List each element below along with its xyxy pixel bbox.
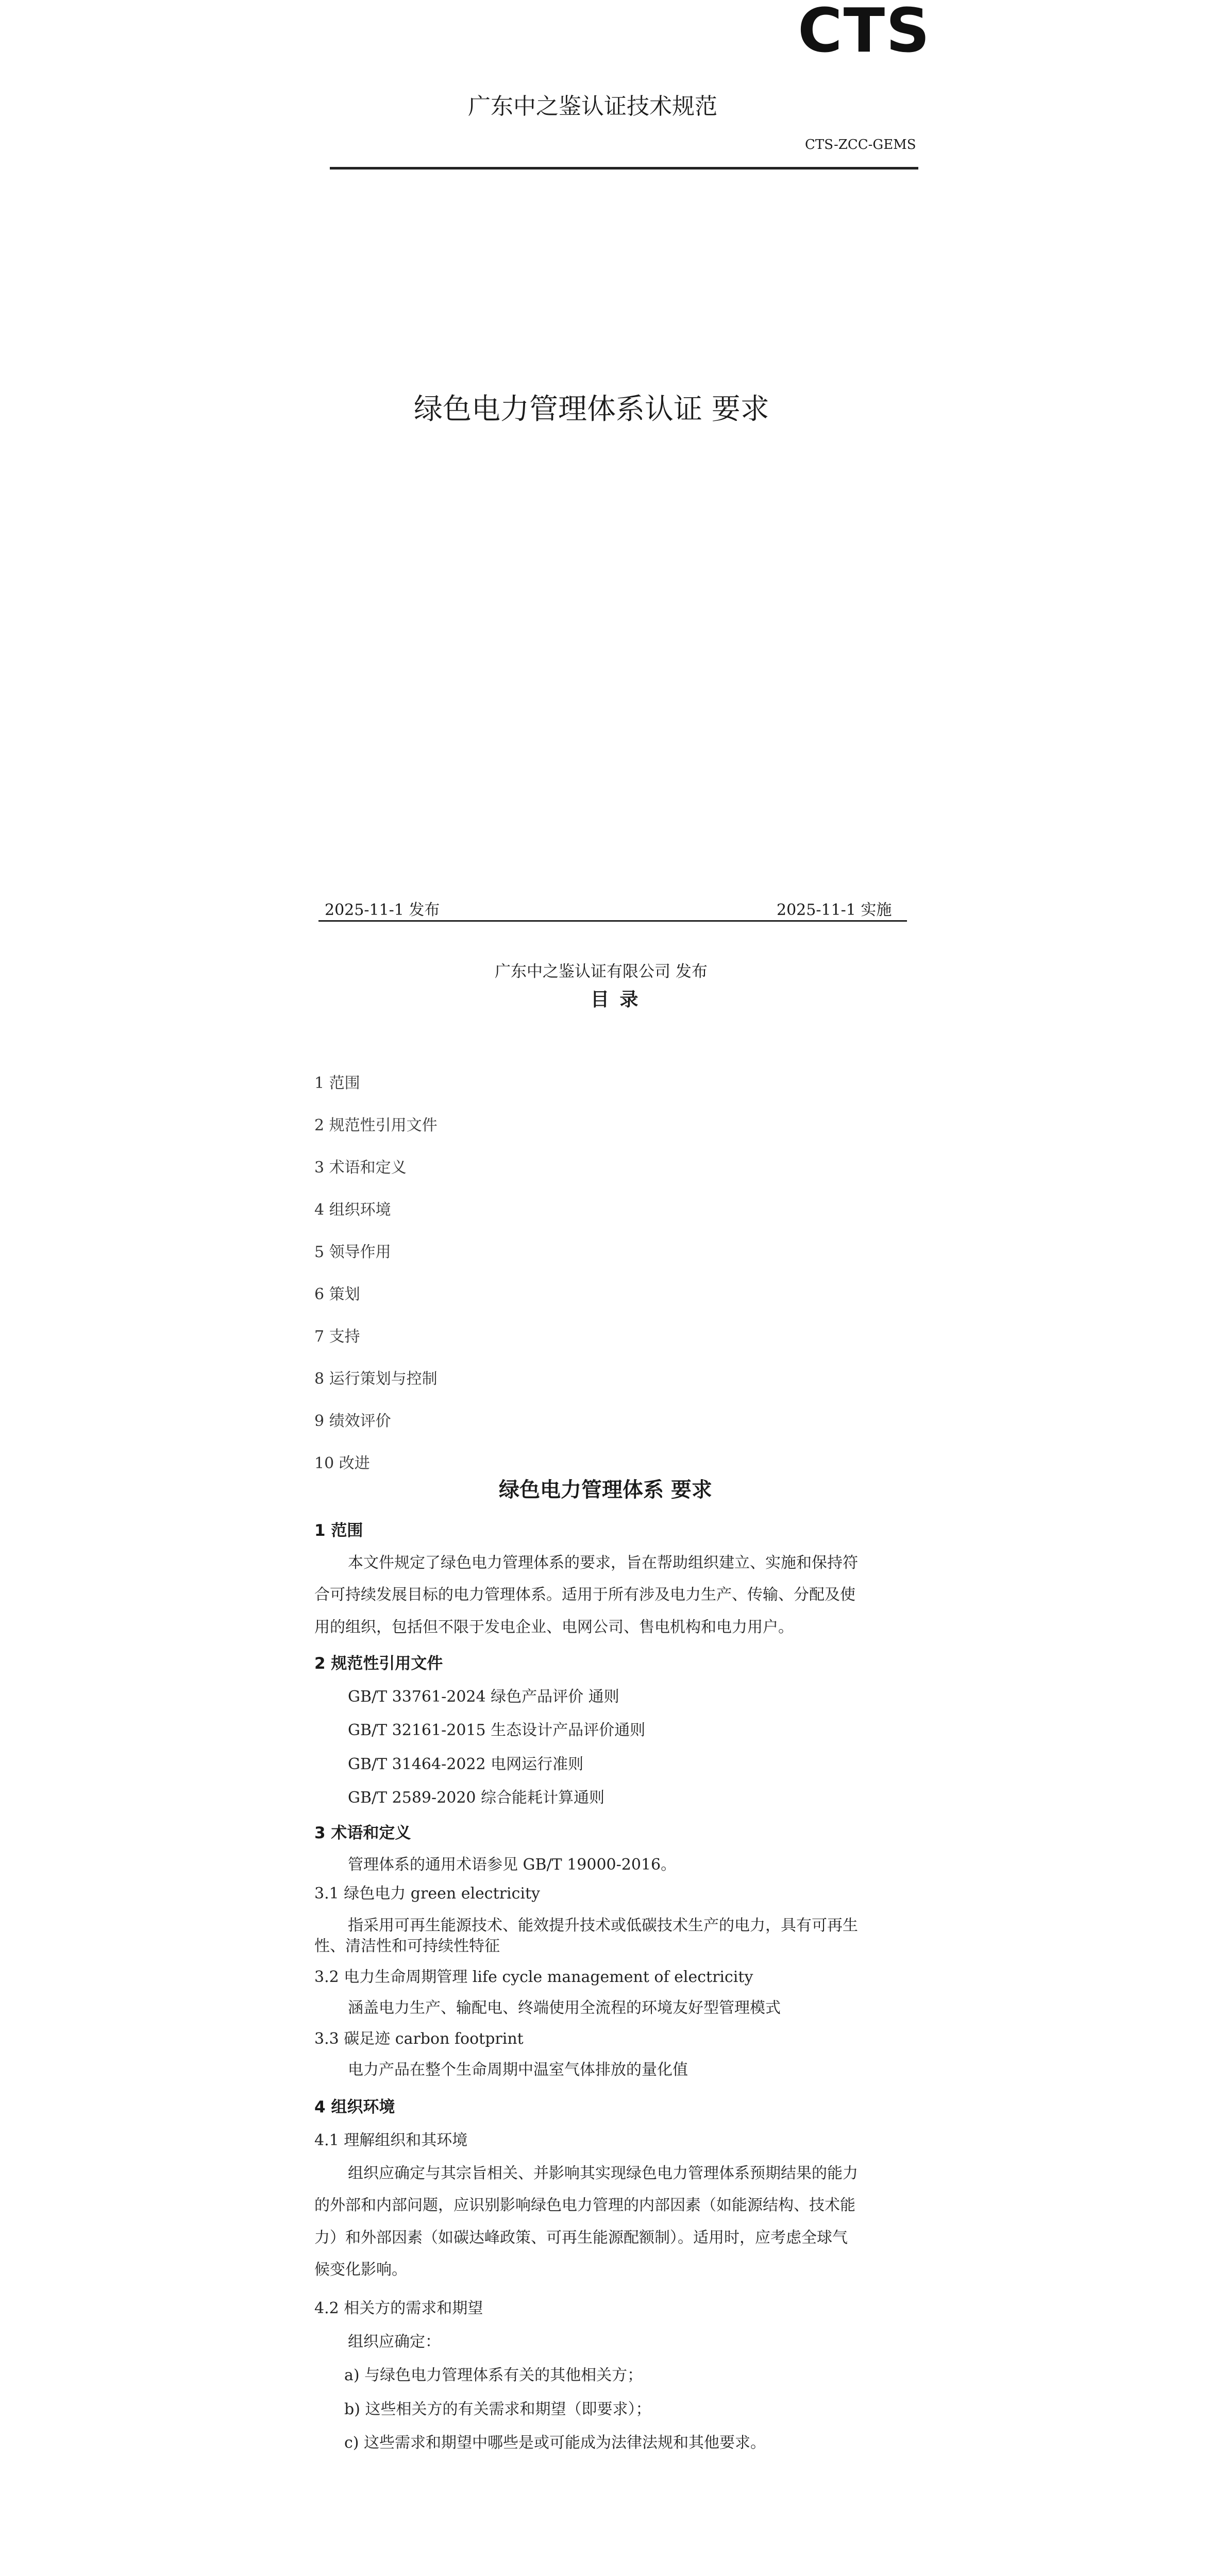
clause-heading: 4.2 相关方的需求和期望 bbox=[314, 2299, 483, 2317]
paragraph-line: 合可持续发展目标的电力管理体系。适用于所有涉及电力生产、传输、分配及使 bbox=[314, 1586, 855, 1604]
toc-item[interactable]: 4 组织环境 bbox=[314, 1201, 391, 1219]
reference-item: GB/T 32161-2015 生态设计产品评价通则 bbox=[348, 1721, 646, 1739]
publisher: 广东中之鉴认证有限公司 发布 bbox=[495, 962, 708, 981]
paragraph-line: 力）和外部因素（如碳达峰政策、可再生能源配额制）。适用时，应考虑全球气 bbox=[314, 2229, 848, 2247]
paragraph-line: 电力产品在整个生命周期中温室气体排放的量化值 bbox=[348, 2061, 688, 2079]
toc-title: 目 录 bbox=[591, 989, 641, 1010]
section-heading: 3 术语和定义 bbox=[314, 1824, 411, 1842]
paragraph-line: 管理体系的通用术语参见 GB/T 19000-2016。 bbox=[348, 1856, 677, 1874]
paragraph-line: 用的组织，包括但不限于发电企业、电网公司、售电机构和电力用户。 bbox=[314, 1618, 794, 1636]
doc-code: CTS-ZCC-GEMS bbox=[805, 137, 916, 152]
term-heading: 3.1 绿色电力 green electricity bbox=[314, 1885, 540, 1903]
paragraph-line: 指采用可再生能源技术、能效提升技术或低碳技术生产的电力，具有可再生 bbox=[348, 1917, 858, 1935]
reference-item: GB/T 31464-2022 电网运行准则 bbox=[348, 1755, 584, 1773]
toc-item[interactable]: 3 术语和定义 bbox=[314, 1159, 407, 1177]
cts-logo: CTS bbox=[798, 0, 931, 66]
cover-rule bbox=[318, 920, 907, 922]
paragraph-line: 涵盖电力生产、输配电、终端使用全流程的环境友好型管理模式 bbox=[348, 1999, 781, 2017]
publish-date: 2025-11-1 发布 bbox=[325, 901, 440, 919]
toc-item[interactable]: 1 范围 bbox=[314, 1074, 360, 1092]
toc-item[interactable]: 7 支持 bbox=[314, 1328, 360, 1346]
paragraph-line: 性、清洁性和可持续性特征 bbox=[314, 1937, 500, 1955]
list-item: a) 与绿色电力管理体系有关的其他相关方； bbox=[344, 2366, 643, 2384]
header-rule bbox=[330, 167, 918, 170]
toc-item[interactable]: 10 改进 bbox=[314, 1454, 370, 1472]
paragraph-line: 组织应确定： bbox=[348, 2333, 441, 2351]
toc-item[interactable]: 9 绩效评价 bbox=[314, 1412, 391, 1430]
term-heading: 3.2 电力生命周期管理 life cycle management of electricity bbox=[314, 1968, 753, 1986]
effective-date: 2025-11-1 实施 bbox=[777, 901, 892, 919]
toc-item[interactable]: 2 规范性引用文件 bbox=[314, 1116, 438, 1134]
reference-item: GB/T 2589-2020 综合能耗计算通则 bbox=[348, 1789, 605, 1807]
section-heading: 4 组织环境 bbox=[314, 2098, 395, 2116]
body-title: 绿色电力管理体系 要求 bbox=[499, 1478, 712, 1502]
list-item: c) 这些需求和期望中哪些是或可能成为法律法规和其他要求。 bbox=[344, 2434, 766, 2452]
toc-item[interactable]: 5 领导作用 bbox=[314, 1243, 391, 1261]
toc-item[interactable]: 6 策划 bbox=[314, 1285, 360, 1303]
clause-heading: 4.1 理解组织和其环境 bbox=[314, 2131, 468, 2149]
section-heading: 1 范围 bbox=[314, 1521, 363, 1540]
list-item: b) 这些相关方的有关需求和期望（即要求）； bbox=[344, 2400, 651, 2418]
paragraph-line: 候变化影响。 bbox=[314, 2261, 407, 2279]
paragraph-line: 的外部和内部问题，应识别影响绿色电力管理的内部因素（如能源结构、技术能 bbox=[314, 2196, 855, 2214]
section-heading: 2 规范性引用文件 bbox=[314, 1654, 443, 1673]
toc-item[interactable]: 8 运行策划与控制 bbox=[314, 1370, 438, 1388]
paragraph-line: 组织应确定与其宗旨相关、并影响其实现绿色电力管理体系预期结果的能力 bbox=[348, 2164, 858, 2182]
reference-item: GB/T 33761-2024 绿色产品评价 通则 bbox=[348, 1688, 619, 1706]
paragraph-line: 本文件规定了绿色电力管理体系的要求，旨在帮助组织建立、实施和保持符 bbox=[348, 1554, 858, 1572]
term-heading: 3.3 碳足迹 carbon footprint bbox=[314, 2030, 524, 2048]
org-spec-title: 广东中之鉴认证技术规范 bbox=[468, 93, 717, 120]
cover-title: 绿色电力管理体系认证 要求 bbox=[414, 393, 769, 426]
